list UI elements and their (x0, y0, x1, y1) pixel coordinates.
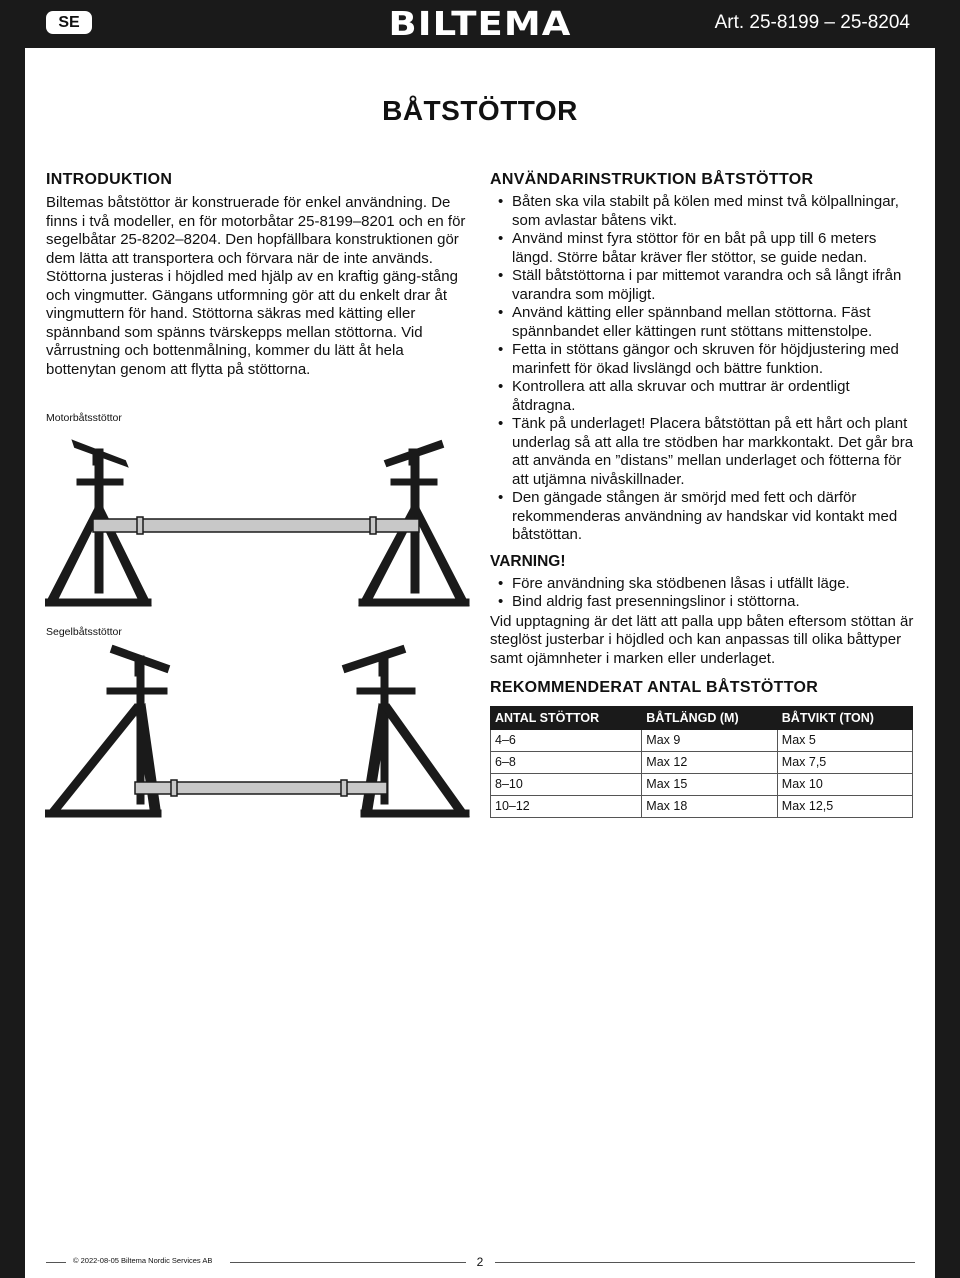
recommended-table (490, 706, 913, 818)
column-header: BÅTVIKT (TON) (777, 707, 912, 730)
warning-text: Vid upptagning är det lätt att palla upp båten eftersom stöttan är steglöst justerbar i höjdled och kan anpassas till olika båttyper samt ojämnheter i marken eller underlaget. (490, 612, 914, 667)
motor-stand-illustration (45, 433, 470, 608)
table-cell: 8–10 (491, 774, 642, 796)
warning-heading: VARNING! (490, 552, 566, 570)
left-column (46, 170, 471, 379)
sail-stand-illustration (45, 644, 470, 819)
list-item: • Båten ska vila stabilt på kölen med minst två kölpallningar, som avlastar båtens vikt. (490, 193, 915, 230)
table-cell: Max 12,5 (777, 796, 912, 818)
table-cell: Max 7,5 (777, 752, 912, 774)
table-cell: Max 9 (642, 730, 777, 752)
footer-copyright: © 2022-08-05 Biltema Nordic Services AB (73, 1256, 213, 1265)
table-cell: Max 18 (642, 796, 777, 818)
list-item: • Ställ båtstöttorna i par mittemot varandra och så långt ifrån varandra som möjligt. (490, 267, 915, 304)
instructions-list (490, 193, 915, 545)
table-cell: Max 5 (777, 730, 912, 752)
list-item: • Den gängade stången är smörjd med fett och därför rekommenderas användning av handskar vid kontakt med båtstöttan. (490, 489, 915, 545)
table-row (491, 796, 913, 818)
list-item: • Bind aldrig fast presenningslinor i stöttorna. (490, 593, 915, 612)
list-item: • Före användning ska stödbenen låsas i utfällt läge. (490, 575, 915, 594)
article-number: Art. 25-8199 – 25-8204 (714, 12, 910, 33)
page-title: BÅTSTÖTTOR (382, 95, 578, 126)
language-badge: SE (46, 11, 92, 34)
table-row (491, 752, 913, 774)
table-cell: Max 10 (777, 774, 912, 796)
intro-heading: INTRODUKTION (46, 171, 173, 188)
table-cell: Max 12 (642, 752, 777, 774)
right-column (490, 170, 915, 818)
table-row (491, 774, 913, 796)
list-item: • Använd minst fyra stöttor för en båt på upp till 6 meters längd. Större båtar kräver fler stöttor, se guide nedan. (490, 230, 915, 267)
table-cell: 4–6 (491, 730, 642, 752)
recommended-heading: REKOMMENDERAT ANTAL BÅTSTÖTTOR (490, 679, 819, 696)
brand-logo: BILTEMA (388, 4, 572, 43)
list-item: • Kontrollera att alla skruvar och muttrar är ordentligt åtdragna. (490, 378, 915, 415)
motor-figure-label: Motorbåtsstöttor (46, 412, 122, 424)
sail-figure-label: Segelbåtsstöttor (46, 626, 122, 638)
table-cell: 10–12 (491, 796, 642, 818)
footer-divider (230, 1262, 466, 1263)
page-number: 2 (476, 1255, 484, 1269)
list-item: • Använd kätting eller spännband mellan stöttorna. Fäst spännbandet eller kättingen runt stöttans mittenstolpe. (490, 304, 915, 341)
list-item: • Tänk på underlaget! Placera båtstöttan på ett hårt och plant underlag så att alla tre stödben har markkontakt. Det går bra att använda en ”distans” mellan underlaget och fötterna för att utjämna nivåskillnader. (490, 415, 915, 489)
table-cell: Max 15 (642, 774, 777, 796)
page-header (0, 0, 960, 48)
table-row (491, 730, 913, 752)
column-header: BÅTLÄNGD (M) (642, 707, 777, 730)
table-header-row (491, 707, 913, 730)
table-cell: 6–8 (491, 752, 642, 774)
list-item: • Fetta in stöttans gängor och skruven för höjdjustering med marinfett för ökad livslängd och bättre funktion. (490, 341, 915, 378)
intro-text: Biltemas båtstöttor är konstruerade för enkel användning. De finns i två modeller, en för motorbåtar 25-8199–8201 och en för segelbåtar 25-8202–8204. Den hopfällbara konstruktionen gör dem lätta att transportera och förvara när de inte används. Stöttorna justeras i höjdled med hjälp av en kraftig gäng-stång och vingmutter. Gängans utformning gör att du enkelt drar åt vingmuttern för hand. Stöttorna säkras med kätting eller spännband som spänns tvärskepps mellan stöttorna. Vid vårrustning och bottenmålning, kommer du lätt åt hela bottenytan genom att flytta på stöttorna. (46, 194, 466, 378)
column-header: ANTAL STÖTTOR (491, 707, 642, 730)
instructions-heading: ANVÄNDARINSTRUKTION BÅTSTÖTTOR (490, 171, 814, 188)
footer-divider (495, 1262, 915, 1263)
warning-list (490, 575, 915, 612)
document-page (25, 48, 935, 1278)
footer-divider (46, 1262, 66, 1263)
